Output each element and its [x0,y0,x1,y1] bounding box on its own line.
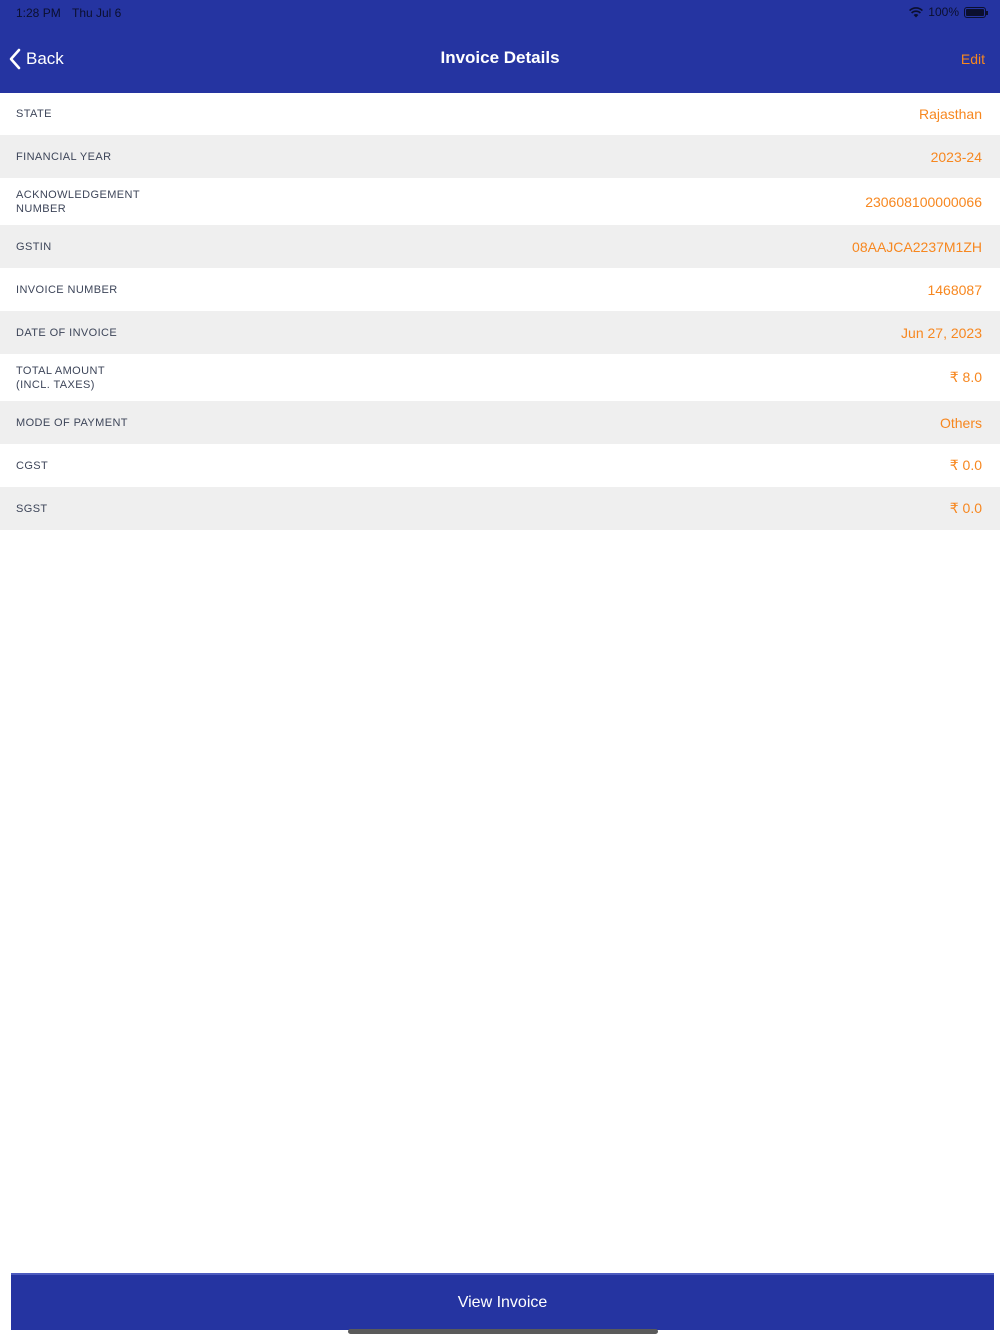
status-indicators [909,5,986,19]
detail-row-cgst [0,444,1000,487]
row-value: 08AAJCA2237M1ZH [852,238,982,255]
battery-percent: 100% [928,5,959,19]
detail-row-total-amount [0,354,1000,401]
status-bar [0,0,1000,24]
row-value: ₹ 0.0 [949,500,982,516]
row-label: TOTAL AMOUNT (INCL. TAXES) [16,364,105,391]
status-date: Thu Jul 6 [72,6,122,20]
detail-row-invoice-number [0,268,1000,311]
row-label: MODE OF PAYMENT [16,416,128,429]
row-value: 1468087 [927,281,982,298]
row-label: SGST [16,502,48,515]
detail-row-state [0,93,1000,135]
page-title: Invoice Details [440,48,560,67]
detail-row-gstin [0,225,1000,268]
wifi-icon [909,7,923,18]
row-label: STATE [16,108,52,120]
row-label: CGST [16,459,49,472]
detail-row-sgst [0,487,1000,530]
battery-icon [964,7,986,18]
row-label: ACKNOWLEDGEMENT NUMBER [16,188,140,215]
row-value: Others [939,414,982,431]
detail-row-mode-of-payment [0,401,1000,444]
back-label: Back [26,49,64,68]
navigation-header [0,0,1000,93]
row-label: DATE OF INVOICE [16,326,118,339]
detail-row-acknowledgement-number [0,178,1000,225]
edit-button[interactable]: Edit [960,51,985,67]
home-indicator [348,1329,658,1334]
row-label: FINANCIAL YEAR [16,150,112,163]
row-value: Rajasthan [918,106,982,122]
detail-row-financial-year [0,135,1000,178]
row-label: INVOICE NUMBER [16,283,118,296]
row-value: ₹ 0.0 [949,457,982,473]
detail-row-date-of-invoice [0,311,1000,354]
view-invoice-button[interactable]: View Invoice [11,1273,994,1330]
row-value: ₹ 8.0 [949,369,982,385]
invoice-details-list [0,93,1000,530]
status-time: 1:28 PM [16,6,61,20]
row-label: GSTIN [16,240,52,253]
row-value: 2023-24 [930,148,982,165]
row-value: Jun 27, 2023 [901,324,982,341]
row-value: 230608100000066 [865,193,982,210]
